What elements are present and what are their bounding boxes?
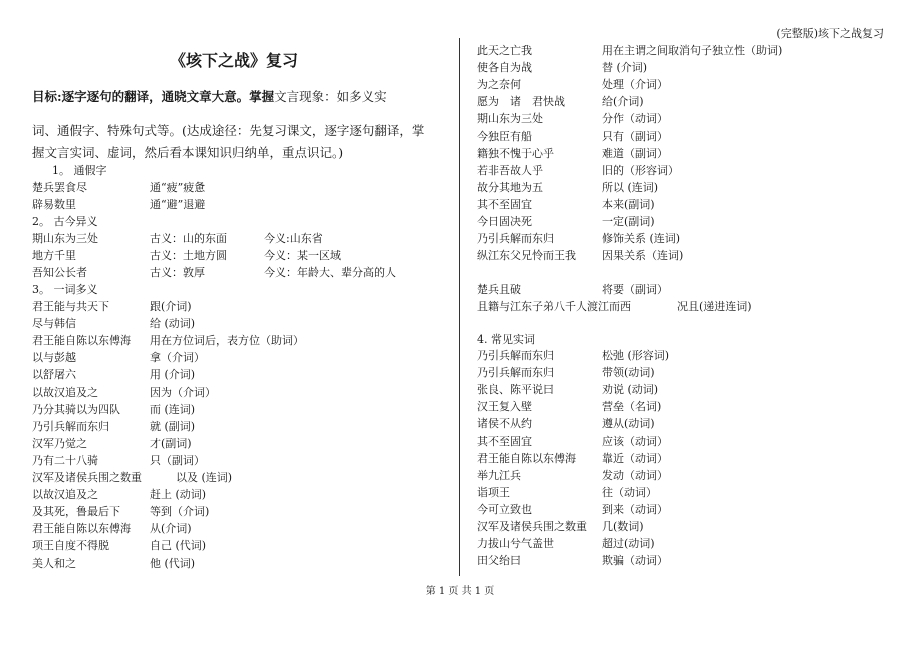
item-meaning: 分作（动词） — [602, 112, 668, 126]
item-meaning: 松弛 (形容词) — [602, 349, 670, 362]
item-meaning: 等到（介词) — [150, 505, 210, 519]
item-meaning: 欺骗（动词） — [602, 554, 668, 568]
item-phrase: 此天之亡我 — [477, 44, 532, 57]
item-meaning: 到来（动词） — [602, 502, 668, 516]
item-phrase: 为之奈何 — [477, 78, 521, 92]
item-meaning: 他 (代词) — [150, 556, 196, 570]
item-meaning: 拿（介词） — [150, 351, 205, 365]
item-meaning: 就 (副词) — [150, 419, 196, 433]
item-meaning: 带领(动词) — [602, 366, 655, 380]
item-phrase: 张良、陈平说曰 — [477, 383, 554, 397]
shici-row — [477, 415, 897, 432]
duoyi-row — [477, 76, 897, 93]
shici-row — [477, 433, 897, 450]
item-meaning: 用在方位词后，表方位（助词） — [150, 334, 304, 348]
item-phrase: 乃引兵解而东归 — [32, 419, 109, 433]
item-phrase: 君王能自陈以东傅海 — [477, 451, 576, 465]
item-modern-meaning: 今义:山东省 — [264, 232, 323, 245]
item-meaning: 应该（动词） — [602, 434, 668, 448]
duoyi-row — [477, 42, 897, 59]
item-meaning: 劝说 (动词) — [602, 383, 659, 397]
duoyi-row — [32, 486, 452, 503]
goal-line-1 — [32, 87, 452, 105]
item-phrase: 美人和之 — [32, 556, 76, 570]
item-meaning: 发动（动词） — [602, 468, 668, 482]
item-phrase: 以故汉追及之 — [32, 488, 98, 502]
item-phrase: 尽与韩信 — [32, 317, 76, 331]
item-phrase: 汉军乃觉之 — [32, 436, 87, 450]
item-ancient-meaning: 古义：敦厚 — [150, 266, 205, 280]
section-heading-duoyi: 3。 一词多义 — [32, 283, 98, 296]
shici-row — [477, 364, 897, 381]
goal-line-2: 词、通假字、特殊句式等。(达成途径：先复习课文，逐字逐句翻译，掌 — [32, 123, 425, 138]
duoyi-row — [477, 298, 897, 315]
duoyi-row — [32, 401, 452, 418]
item-phrase: 若非吾故人乎 — [477, 163, 543, 177]
item-phrase: 吾知公长者 — [32, 266, 87, 280]
item-phrase: 乃引兵解而东归 — [477, 366, 554, 380]
duoyi-row — [477, 110, 897, 127]
item-meaning: 因果关系（连词) — [602, 249, 684, 263]
section-heading-tongjiazi: 1。 通假字 — [52, 164, 107, 177]
duoyi-row — [32, 384, 452, 401]
item-phrase: 力拔山兮气盖世 — [477, 537, 554, 551]
item-meaning: 超过(动词) — [602, 537, 655, 551]
duoyi-row — [32, 366, 452, 383]
item-meaning: 遵从(动词) — [602, 417, 655, 431]
item-phrase: 君王能与共天下 — [32, 300, 109, 313]
item-meaning: 因为（介词） — [150, 385, 216, 399]
item-phrase: 以舒屠六 — [32, 368, 76, 382]
shici-row — [477, 450, 897, 467]
duoyi-row — [477, 196, 897, 213]
item-ancient-meaning: 古义：土地方圆 — [150, 249, 227, 263]
item-note: 通“避”退避 — [150, 198, 206, 212]
shici-row — [477, 381, 897, 398]
duoyi-row — [477, 213, 897, 230]
item-phrase: 以故汉追及之 — [32, 385, 98, 399]
page-title: 《垓下之战》复习 — [170, 51, 299, 70]
tongjia-row — [32, 196, 452, 213]
item-phrase: 今可立致也 — [477, 502, 532, 516]
item-meaning: 只有（副词） — [602, 129, 668, 143]
duoyi-row — [32, 503, 452, 520]
duoyi-row — [32, 435, 452, 452]
item-phrase: 期山东为三处 — [477, 112, 543, 126]
shici-row — [477, 467, 897, 484]
duoyi-row — [32, 469, 452, 486]
item-phrase: 汉军及诸侯兵围之数重 — [477, 520, 587, 533]
item-phrase: 田父绐曰 — [477, 554, 521, 568]
shici-row — [477, 398, 897, 415]
item-meaning: 往（动词） — [602, 485, 657, 499]
item-ancient-meaning: 古义：山的东面 — [150, 232, 227, 245]
item-meaning: 况且(递进连词) — [677, 300, 752, 314]
item-phrase: 地方千里 — [32, 249, 76, 263]
item-phrase: 其不至固宜 — [477, 434, 532, 448]
goal-bold-text: 逐字逐句的翻译，通晓文章大意。掌握 — [61, 89, 275, 104]
item-modern-meaning: 今义：年龄大、辈分高的人 — [264, 266, 396, 280]
item-phrase: 故分其地为五 — [477, 180, 543, 194]
shici-row — [477, 552, 897, 569]
item-phrase: 乃有二十八骑 — [32, 453, 98, 467]
goal-line-3: 握文言实词、虚词，然后看本课知识归纳单，重点识记。) — [32, 145, 344, 160]
goal-label: 目标: — [32, 89, 62, 104]
shici-row — [477, 535, 897, 552]
item-phrase: 项王自度不得脱 — [32, 539, 109, 553]
duoyi-row — [32, 315, 452, 332]
item-meaning: 自己 (代词) — [150, 539, 207, 553]
item-phrase: 乃引兵解而东归 — [477, 232, 554, 246]
item-phrase: 举九江兵 — [477, 468, 521, 482]
page-footer: 第 1 页 共 1 页 — [425, 586, 495, 597]
section-heading-gujin: 2。 古今异义 — [32, 215, 98, 228]
item-meaning: 跟(介词) — [150, 300, 192, 313]
item-note: 通“疲”疲惫 — [150, 181, 206, 194]
duoyi-row — [32, 332, 452, 349]
duoyi-row — [477, 179, 897, 196]
duoyi-row — [32, 537, 452, 554]
duoyi-row — [477, 230, 897, 247]
item-meaning: 才(副词) — [150, 436, 192, 450]
gujin-row — [32, 264, 452, 281]
item-meaning: 从(介词) — [150, 522, 192, 536]
item-meaning: 几(数词) — [602, 520, 644, 533]
item-phrase: 君王能自陈以东傅海 — [32, 334, 131, 348]
item-phrase: 诸侯不从约 — [477, 417, 532, 431]
item-meaning: 将要（副词） — [602, 283, 668, 297]
item-meaning: 给(介词) — [602, 95, 644, 109]
item-meaning: 营垒（名词) — [602, 400, 662, 414]
document-header-label: (完整版)垓下之战复习 — [776, 27, 884, 40]
gujin-row — [32, 247, 452, 264]
item-meaning: 难道（副词） — [602, 146, 668, 160]
duoyi-row — [32, 452, 452, 469]
duoyi-row — [477, 145, 897, 162]
item-phrase: 楚兵罢食尽 — [32, 181, 87, 194]
duoyi-row — [32, 298, 452, 315]
duoyi-row — [32, 555, 452, 572]
shici-row — [477, 501, 897, 518]
column-divider — [459, 38, 460, 576]
item-phrase: 以与彭越 — [32, 351, 76, 365]
duoyi-row — [477, 59, 897, 76]
item-phrase: 及其死，鲁最后下 — [32, 505, 120, 519]
duoyi-row — [32, 418, 452, 435]
gujin-row — [32, 230, 452, 247]
item-meaning: 以及 (连词) — [176, 471, 233, 484]
item-meaning: 处理（介词） — [602, 78, 668, 92]
item-meaning: 一定(副词) — [602, 215, 655, 228]
item-meaning: 本来(副词) — [602, 197, 655, 211]
item-phrase: 使各自为战 — [477, 61, 532, 75]
item-phrase: 其不至固宜 — [477, 197, 532, 211]
item-meaning: 赶上 (动词) — [150, 488, 207, 502]
shici-row — [477, 347, 897, 364]
duoyi-row — [477, 128, 897, 145]
section-heading-shici: 4. 常见实词 — [477, 333, 535, 346]
item-phrase: 楚兵且破 — [477, 283, 521, 297]
duoyi-row — [32, 520, 452, 537]
shici-row — [477, 484, 897, 501]
item-modern-meaning: 今义：某一区域 — [264, 249, 341, 263]
item-meaning: 所以 (连词) — [602, 180, 659, 194]
duoyi-row — [477, 162, 897, 179]
item-phrase: 乃引兵解而东归 — [477, 349, 554, 362]
item-meaning: 而 (连词) — [150, 402, 196, 416]
item-phrase: 乃分其骑以为四队 — [32, 402, 120, 416]
item-meaning: 用 (介词) — [150, 368, 196, 382]
item-phrase: 诣项王 — [477, 485, 510, 499]
duoyi-row — [477, 93, 897, 110]
goal-text: 文言现象：如多义实 — [274, 89, 387, 104]
shici-row — [477, 518, 897, 535]
item-meaning: 旧的（形容词） — [602, 163, 679, 177]
item-phrase: 愿为 诸 君快战 — [477, 95, 565, 109]
item-meaning: 修饰关系 (连词) — [602, 232, 681, 246]
item-meaning: 替 (介词) — [602, 61, 648, 75]
duoyi-row — [477, 281, 897, 298]
item-phrase: 且籍与江东子弟八千人渡江而西 — [477, 300, 631, 314]
item-phrase: 纵江东父兄怜而王我 — [477, 249, 576, 263]
item-meaning: 用在主谓之间取消句子独立性（助词) — [602, 44, 783, 57]
duoyi-row — [32, 349, 452, 366]
duoyi-row — [477, 247, 897, 264]
item-meaning: 靠近（动词） — [602, 451, 668, 465]
item-phrase: 籍独不愧于心乎 — [477, 146, 554, 160]
item-meaning: 给 (动词) — [150, 317, 196, 331]
item-phrase: 辟易数里 — [32, 198, 76, 212]
item-meaning: 只（副词） — [150, 453, 205, 467]
item-phrase: 期山东为三处 — [32, 232, 98, 245]
item-phrase: 汉军及诸侯兵围之数重 — [32, 471, 142, 484]
item-phrase: 汉王复入壁 — [477, 400, 532, 414]
item-phrase: 今独臣有船 — [477, 129, 532, 143]
item-phrase: 君王能自陈以东傅海 — [32, 522, 131, 536]
item-phrase: 今日固决死 — [477, 215, 532, 228]
tongjia-row — [32, 179, 452, 196]
